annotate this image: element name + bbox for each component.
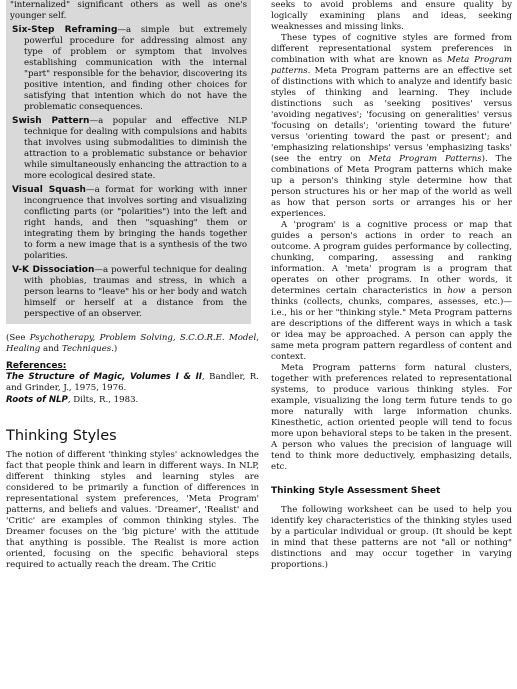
see-also-note: (See Psychotherapy, Problem Solving, S.C.O.R.E. Model, Healing and Techniques.) [6, 333, 259, 354]
section-body: The notion of different 'thinking styles' acknowledges the fact that people think and learn in different ways. In NLP, different thinking styles and learning styles are considered to be primarily a function of differences in representational system preferences, 'Meta Program' patterns, and beliefs and values. 'Dreamer', 'Realist' and 'Critic' are examples of common thinking styles. The Dreamer focuses on the 'big picture' with the attitude that anything is possible. The Realist is more action oriented, focusing on the specific behavioral steps required to actually reach the dream. The Critic [6, 450, 259, 570]
body-paragraph: Meta Program patterns form natural clusters, together with preferences related to representational systems, to produce various thinking styles. For example, visualizing the long term future tends to go more naturally with large information chunks. Kinesthetic, action oriented people will tend to focus more upon behavioral steps to be taken in the present. A person who values the precision of language will tend to think more deductively, emphasizing details, etc. [271, 363, 512, 472]
reference-item: Roots of NLP, Dilts, R., 1983. [6, 395, 139, 405]
assessment-sheet-heading: Thinking Style Assessment Sheet [271, 486, 441, 496]
entry-visual-squash: Visual Squash—a format for working with inner incongruence that involves sorting and visualizing conflicting parts (or "polarities") into the left and right hands, and then "squashing" them or integrating them by bringing the hands together to form a new image that is a synthesis of the two polarities. [12, 185, 247, 261]
entry-swish-pattern: Swish Pattern—a popular and effective NLP technique for dealing with compulsions and habits that involves using submodalities to diminish the attraction to a problematic substance or behavior while simultaneously enhancing the attraction to a more ecological desired state. [12, 116, 247, 181]
reference-item: The Structure of Magic, Volumes I & II, Bandler, R. and Grinder, J., 1975, 1976. [6, 372, 259, 393]
body-paragraph: seeks to avoid problems and ensure quality by logically examining plans and ideas, seeking weaknesses and missing links. [271, 0, 512, 32]
box-continued-text: "internalized" significant others as well as one's younger self. [10, 0, 247, 21]
right-column [271, 0, 512, 571]
body-paragraph: These types of cognitive styles are formed from different representational system preferences in combination with what are known as Meta Program patterns. Meta Program patterns are an effective set of distinctions with which to analyze and identify basic styles of thinking and learning. They include distinctions such as 'seeking positives' versus 'avoiding negatives'; 'focusing on generalities' versus 'focusing on details'; 'orienting toward the future' versus 'orienting toward the past or present'; and 'emphasizing relationships' versus 'emphasizing tasks' (see the entry on Meta Program Patterns). The combinations of Meta Program patterns which make up a person's thinking style determine how that person structures his or her map of the world as well as how that person sorts or arranges his or her experiences. [271, 33, 513, 219]
technique-list-box [6, 0, 251, 324]
body-paragraph: The following worksheet can be used to help you identify key characteristics of the thinking styles used by a particular individual or group. (It should be kept in mind that these patterns are not "all or nothing" distinctions and may occur together in varying proportions.) [271, 505, 512, 570]
entry-six-step-reframing: Six-Step Reframing—a simple but extremely powerful procedure for addressing almost any type of problem or symptom that involves establishing communication with the internal "part" responsible for the behavior, discovering its positive intention, and finding other choices for satisfying that intention which do not have the problematic consequences. [12, 25, 247, 112]
body-paragraph: A 'program' is a cognitive process or map that guides a person's actions in order to reach an outcome. A program guides performance by collecting, chunking, comparing, assessing and ranking information. A 'meta' program is a program that operates on other programs. In other words, it determines certain characteristics in how a person thinks (collects, chunks, compares, assesses, etc.)—i.e., his or her "thinking style." Meta Program patterns are descriptions of the different ways in which a task or idea may be approached. A person can apply the same meta program pattern regardless of content and context. [271, 220, 512, 362]
references-heading: References: [6, 361, 67, 371]
entry-vk-dissociation: V-K Dissociation—a powerful technique for dealing with phobias, traumas and stress, in which a person learns to "leave" his or her body and watch himself or herself at a distance from the perspective of an observer. [12, 265, 247, 319]
left-column [6, 0, 259, 571]
section-title: Thinking Styles [6, 428, 117, 444]
